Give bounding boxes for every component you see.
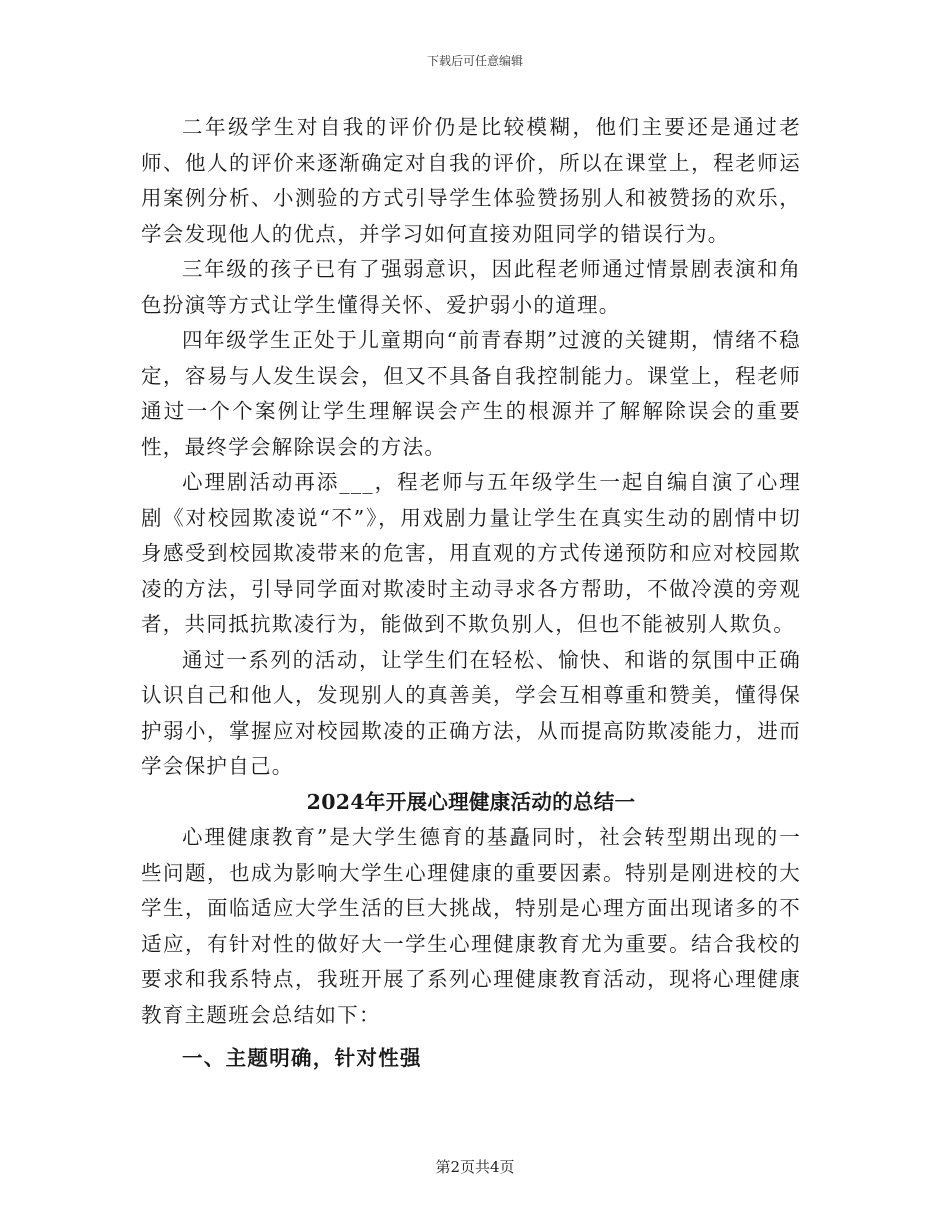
paragraph-summary: 通过一系列的活动，让学生们在轻松、愉快、和谐的氛围中正确认识自己和他人，发现别人的真善美，学会互相尊重和赞美，懂得保护弱小，掌握应对校园欺凌的正确方法，从而提高防欺凌能力，进而学会保护自己。	[141, 647, 801, 778]
section-subheading: 一、主题明确，针对性强	[182, 1046, 422, 1070]
section-title: 2024年开展心理健康活动的总结一	[306, 789, 636, 814]
paragraph-psychodrama: 心理剧活动再添___，程老师与五年级学生一起自编自演了心理剧《对校园欺凌说“不”》，用戏剧力量让学生在真实生动的剧情中切身感受到校园欺凌带来的危害，用直观的方式传递预防和应对校园欺凌的方法，引导同学面对欺凌时主动寻求各方帮助，不做冷漠的旁观者，共同抵抗欺凌行为，能做到不欺负别人，但也不能被别人欺负。	[141, 470, 801, 636]
document-body	[141, 110, 801, 1083]
page-footer: 第2页共4页	[435, 1158, 515, 1176]
paragraph-grade-two: 二年级学生对自我的评价仍是比较模糊，他们主要还是通过老师、他人的评价来逐渐确定对自我的评价，所以在课堂上，程老师运用案例分析、小测验的方式引导学生体验赞扬别人和被赞扬的欢乐，学会发现他人的优点，并学习如何直接劝阻同学的错误行为。	[141, 115, 801, 246]
paragraph-grade-four: 四年级学生正处于儿童期向“前青春期”过渡的关键期，情绪不稳定，容易与人发生误会，但又不具备自我控制能力。课堂上，程老师通过一个个案例让学生理解误会产生的根源并了解解除误会的重要性，最终学会解除误会的方法。	[141, 328, 801, 459]
page-header: 下载后可任意编辑	[426, 54, 523, 68]
paragraph-intro: 心理健康教育”是大学生德育的基矗同时，社会转型期出现的一些问题，也成为影响大学生心理健康的重要因素。特别是刚进校的大学生，面临适应大学生活的巨大挑战，特别是心理方面出现诸多的不适应，有针对性的做好大一学生心理健康教育尤为重要。结合我校的要求和我系特点，我班开展了系列心理健康教育活动，现将心理健康教育主题班会总结如下：	[141, 825, 801, 1027]
paragraph-grade-three: 三年级的孩子已有了强弱意识，因此程老师通过情景剧表演和角色扮演等方式让学生懂得关怀、爱护弱小的道理。	[141, 257, 801, 317]
